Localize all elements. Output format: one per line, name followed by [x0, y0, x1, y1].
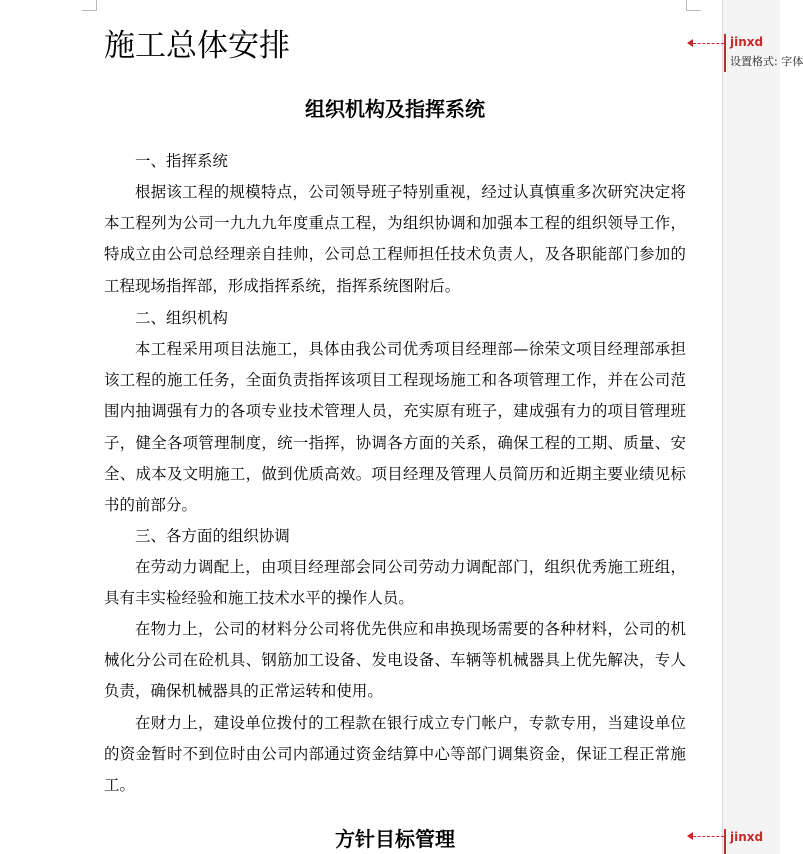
comment-text: 设置格式: 字体	[730, 55, 803, 68]
comment-author: jinxd	[730, 35, 764, 49]
comment-sidebar	[722, 0, 780, 854]
comment-connector-line	[693, 43, 724, 44]
comment-author: jinxd	[730, 830, 764, 844]
paragraph-4[interactable]: 本工程采用项目法施工，具体由我公司优秀项目经理部—徐荣文项目经理部承担该工程的施工任务，全面负责指挥该项目工程现场施工和各项管理工作，并在公司范围内抽调强有力的各项专业技术管理人员，充实原有班子，建成强有力的项目管理班子，健全各项管理制度，统一指挥，协调各方面的关系，确保工程的工期、质量、安全、成本及文明施工，做到优质高效。项目经理及管理人员简历和近期主要业绩见标书的前部分。	[104, 340, 686, 515]
page-corner-marker-top-left	[82, 0, 97, 11]
comment-balloon[interactable]	[724, 829, 785, 854]
section-title-organization[interactable]: 组织机构及指挥系统	[305, 97, 485, 121]
comment-connector-line	[693, 836, 724, 837]
paragraph-2[interactable]: 根据该工程的规模特点，公司领导班子特别重视，经过认真慎重多次研究决定将本工程列为公司一九九九年度重点工程，为组织协调和加强本工程的组织领导工作，特成立由公司总经理亲自挂帅，公司总工程师担任技术负责人，及各职能部门参加的工程现场指挥部，形成指挥系统，指挥系统图附后。	[104, 183, 686, 295]
page-corner-marker-top-right	[686, 0, 701, 11]
paragraph-1[interactable]: 一、指挥系统	[135, 152, 228, 170]
section-title-policy[interactable]: 方针目标管理	[335, 827, 455, 851]
paragraph-6[interactable]: 在劳动力调配上，由项目经理部会同公司劳动力调配部门，组织优秀施工班组，具有丰实检经验和施工技术水平的操作人员。	[104, 558, 686, 608]
paragraph-3[interactable]: 二、组织机构	[135, 309, 228, 327]
document-heading[interactable]: 施工总体安排	[104, 28, 290, 64]
paragraph-5[interactable]: 三、各方面的组织协调	[135, 527, 290, 545]
paragraph-8[interactable]: 在财力上，建设单位拨付的工程款在银行成立专门帐户，专款专用，当建设单位的资金暂时不到位时由公司内部通过资金结算中心等部门调集资金，保证工程正常施工。	[104, 714, 686, 795]
paragraph-7[interactable]: 在物力上，公司的材料分公司将优先供应和串换现场需要的各种材料，公司的机械化分公司在砼机具、钢筋加工设备、发电设备、车辆等机械器具上优先解决，专人负责，确保机械器具的正常运转和使用。	[104, 620, 686, 701]
comment-balloon[interactable]	[724, 34, 803, 72]
